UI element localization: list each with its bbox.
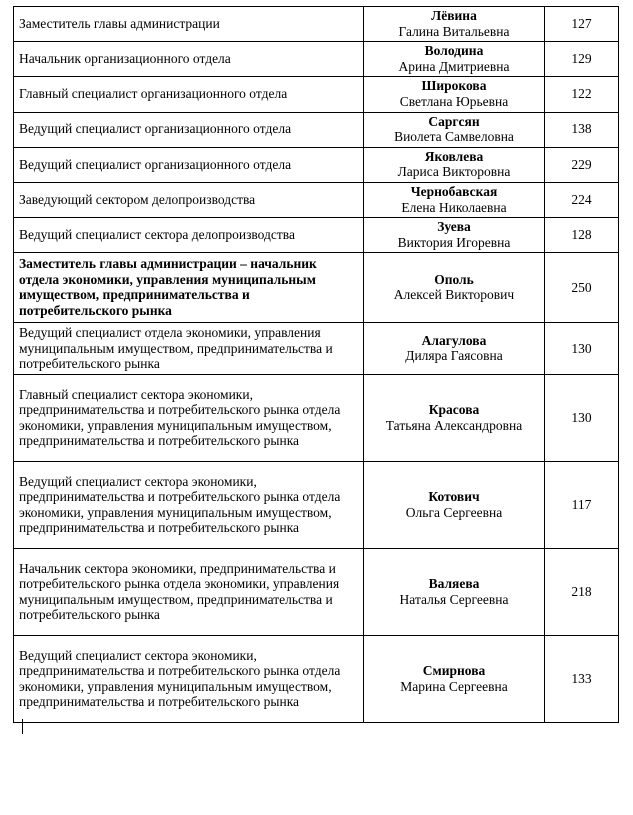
position-text: Заведующий сектором делопроизводства: [19, 191, 256, 207]
surname-text: Яковлева: [424, 148, 484, 164]
given-name-text: Арина Дмитриевна: [398, 58, 510, 74]
given-name-text: Марина Сергеевна: [400, 678, 508, 694]
phone-cell: 122: [545, 77, 619, 112]
table-row: [14, 323, 619, 375]
person-cell: [364, 253, 545, 323]
person-cell: [364, 42, 545, 77]
surname-text: Чернобавская: [410, 183, 498, 199]
position-text: Ведущий специалист сектора делопроизводства: [19, 226, 295, 242]
staff-directory-table: [13, 6, 619, 723]
phone-cell: 127: [545, 7, 619, 42]
person-cell: [364, 77, 545, 112]
table-row: [14, 7, 619, 42]
surname-text: Зуева: [437, 219, 471, 235]
given-name-text: Виолета Самвеловна: [394, 129, 514, 145]
person-cell: [364, 375, 545, 462]
text-cursor: [22, 719, 23, 734]
position-cell: [14, 636, 364, 723]
phone-cell: 138: [545, 112, 619, 147]
position-cell: [14, 375, 364, 462]
position-cell: [14, 147, 364, 182]
given-name-text: Светлана Юрьевна: [399, 93, 509, 109]
phone-cell: 117: [545, 462, 619, 549]
surname-text: Смирнова: [422, 663, 486, 679]
table-row: [14, 147, 619, 182]
person-cell: [364, 323, 545, 375]
position-text: Заместитель главы администрации – начальник отдела экономики, управления муниципальным имуществом, предпринимательства и потребительского рынка: [19, 256, 317, 318]
position-cell: [14, 182, 364, 217]
table-row: [14, 462, 619, 549]
table-row: [14, 182, 619, 217]
phone-cell: 128: [545, 218, 619, 253]
table-row: [14, 112, 619, 147]
person-cell: [364, 462, 545, 549]
position-text: Ведущий специалист организационного отдела: [19, 156, 292, 172]
given-name-text: Диляра Гаясовна: [405, 348, 503, 364]
phone-cell: 250: [545, 253, 619, 323]
surname-text: Лёвина: [431, 8, 477, 23]
surname-text: Алагулова: [421, 332, 487, 348]
given-name-text: Ольга Сергеевна: [405, 504, 503, 520]
table-row: [14, 218, 619, 253]
table-row: [14, 549, 619, 636]
position-text: Главный специалист сектора экономики, предпринимательства и потребительского рынка отдела экономики, управления муниципальным имуществом, предпринимательства и потребительского рынка: [19, 386, 341, 449]
phone-cell: 130: [545, 323, 619, 375]
position-text: Заместитель главы администрации: [19, 15, 220, 31]
position-text: Ведущий специалист сектора экономики, предпринимательства и потребительского рынка отдела экономики, управления муниципальным имуществом, предпринимательства и потребительского рынка: [19, 473, 341, 536]
position-cell: [14, 112, 364, 147]
surname-text: Красова: [428, 402, 480, 418]
position-text: Начальник организационного отдела: [19, 50, 231, 66]
phone-cell: 130: [545, 375, 619, 462]
person-cell: [364, 636, 545, 723]
position-text: Ведущий специалист организационного отдела: [19, 121, 292, 137]
phone-cell: 224: [545, 182, 619, 217]
surname-text: Валяева: [428, 576, 480, 592]
given-name-text: Наталья Сергеевна: [399, 591, 509, 607]
position-text: Главный специалист организационного отдела: [19, 86, 288, 102]
surname-text: Ополь: [434, 271, 474, 287]
table-row: [14, 42, 619, 77]
given-name-text: Галина Витальевна: [398, 23, 510, 39]
person-cell: [364, 182, 545, 217]
person-cell: [364, 218, 545, 253]
surname-text: Саргсян: [428, 113, 480, 129]
position-cell: [14, 218, 364, 253]
table-row: [14, 253, 619, 323]
phone-cell: 218: [545, 549, 619, 636]
surname-text: Котович: [428, 489, 480, 505]
position-text: Ведущий специалист отдела экономики, управления муниципальным имуществом, предпринимательства и потребительского рынка: [19, 324, 333, 372]
person-cell: [364, 549, 545, 636]
given-name-text: Алексей Викторович: [393, 287, 515, 303]
position-cell: [14, 7, 364, 42]
position-cell: [14, 323, 364, 375]
person-cell: [364, 7, 545, 42]
table-row: [14, 636, 619, 723]
person-cell: [364, 147, 545, 182]
phone-cell: 229: [545, 147, 619, 182]
person-cell: [364, 112, 545, 147]
table-row: [14, 375, 619, 462]
given-name-text: Елена Николаевна: [401, 199, 507, 215]
position-text: Ведущий специалист сектора экономики, предпринимательства и потребительского рынка отдела экономики, управления муниципальным имуществом, предпринимательства и потребительского рынка: [19, 647, 341, 710]
position-cell: [14, 549, 364, 636]
given-name-text: Лариса Викторовна: [397, 164, 511, 180]
position-cell: [14, 42, 364, 77]
position-cell: [14, 253, 364, 323]
given-name-text: Татьяна Александровна: [385, 417, 523, 433]
phone-cell: 133: [545, 636, 619, 723]
phone-cell: 129: [545, 42, 619, 77]
given-name-text: Виктория Игоревна: [397, 234, 511, 250]
table-body: [14, 7, 619, 723]
position-cell: [14, 77, 364, 112]
surname-text: Широкова: [421, 78, 487, 94]
position-cell: [14, 462, 364, 549]
surname-text: Володина: [424, 43, 484, 59]
table-row: [14, 77, 619, 112]
position-text: Начальник сектора экономики, предпринимательства и потребительского рынка отдела экономики, управления муниципальным имуществом, предпринимательства и потребительского рынка: [19, 560, 340, 623]
